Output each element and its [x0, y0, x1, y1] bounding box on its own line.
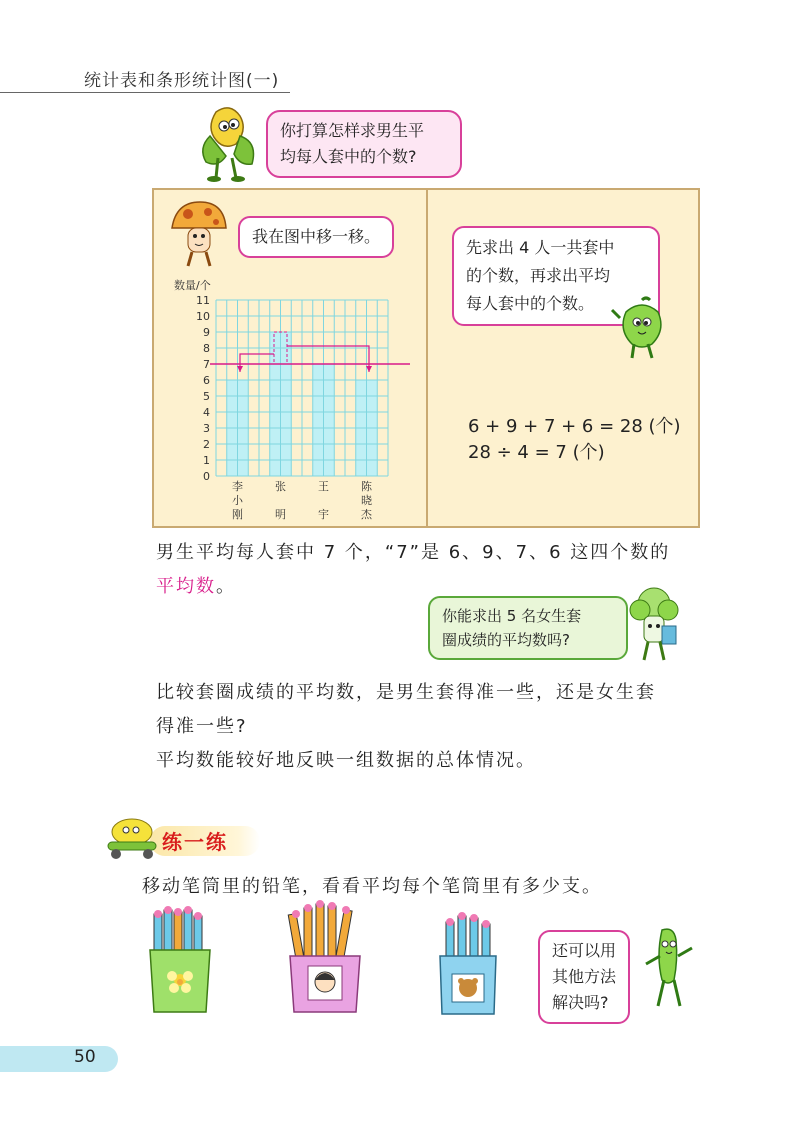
period: 。: [216, 576, 236, 597]
bubble-line: 其他方法: [552, 967, 617, 986]
paragraph-summary: 平均数能较好地反映一组数据的总体情况。: [156, 750, 536, 771]
chapter-title: 统计表和条形统计图(一): [84, 71, 280, 91]
category-label: 王: [318, 480, 329, 493]
page-number-tab: [0, 1046, 118, 1072]
term-average: 平均数: [156, 576, 216, 597]
category-label: 晓: [361, 494, 372, 507]
bubble-line: 圈成绩的平均数吗?: [442, 631, 570, 649]
bubble-line: 均每人套中的个数?: [280, 147, 417, 166]
bubble-line: 每人套中的个数。: [466, 294, 595, 313]
y-axis-label: 数量/个: [174, 279, 211, 292]
bubble-line: 解决吗?: [552, 993, 609, 1012]
category-label: 张: [275, 480, 286, 493]
bar-chart: [160, 270, 400, 520]
category-label: 李: [232, 480, 243, 493]
category-label: 陈: [361, 480, 372, 493]
practice-instruction: 移动笔筒里的铅笔，看看平均每个笔筒里有多少支。: [142, 876, 602, 897]
y-tick-label: 3: [203, 422, 210, 435]
y-tick-label: 11: [196, 294, 210, 307]
bean-character-icon: [640, 926, 696, 1012]
bubble-line: 你打算怎样求男生平: [280, 121, 425, 140]
category-label: 明: [275, 508, 286, 521]
category-label: 宇: [318, 508, 329, 521]
mushroom-character-icon: [168, 200, 230, 272]
y-tick-label: 2: [203, 438, 210, 451]
arrow-left: [240, 354, 274, 372]
y-tick-label: 1: [203, 454, 210, 467]
speech-bubble-question: [266, 110, 462, 178]
cabbage-character-icon: [622, 586, 686, 664]
lemon-car-icon: [104, 816, 162, 860]
corn-character-icon: [196, 106, 266, 182]
equation-average: 28 ÷ 4 = 7 (个): [468, 442, 605, 463]
bubble-line: 你能求出 5 名女生套: [442, 607, 582, 625]
speech-bubble-other-methods: [538, 930, 630, 1024]
y-tick-label: 5: [203, 390, 210, 403]
pepper-character-icon: [612, 296, 674, 360]
y-tick-label: 4: [203, 406, 210, 419]
y-tick-label: 9: [203, 326, 210, 339]
pencil-cup-bear-icon: [432, 912, 504, 1018]
y-tick-label: 8: [203, 342, 210, 355]
speech-bubble-girls: [428, 596, 628, 660]
category-label: 杰: [361, 508, 372, 521]
panel-divider: [426, 190, 428, 526]
paragraph-compare: [156, 676, 736, 744]
paragraph-line: 得准一些?: [156, 716, 248, 737]
category-label: 刚: [232, 508, 243, 521]
pencil-cup-flower-icon: [140, 908, 220, 1018]
bubble-text: 我在图中移一移。: [252, 227, 381, 246]
paragraph-line: 男生平均每人套中 7 个，“7”是 6、9、7、6 这四个数的: [156, 542, 671, 563]
y-tick-label: 10: [196, 310, 210, 323]
practice-title: 练一练: [162, 830, 228, 854]
header-divider: [0, 92, 290, 93]
speech-bubble-move: [238, 216, 394, 258]
bubble-line: 还可以用: [552, 941, 617, 960]
paragraph-line: 比较套圈成绩的平均数，是男生套得准一些，还是女生套: [156, 682, 656, 703]
equation-sum: 6 + 9 + 7 + 6 = 28 (个): [468, 416, 681, 437]
y-tick-label: 6: [203, 374, 210, 387]
bubble-line: 的个数，再求出平均: [466, 266, 611, 285]
pencil-cup-girl-icon: [282, 900, 368, 1018]
category-label: 小: [232, 494, 243, 507]
y-tick-label: 7: [203, 358, 210, 371]
page-number: 50: [74, 1047, 96, 1067]
y-tick-label: 0: [203, 470, 210, 483]
bubble-line: 先求出 4 人一共套中: [466, 238, 615, 257]
